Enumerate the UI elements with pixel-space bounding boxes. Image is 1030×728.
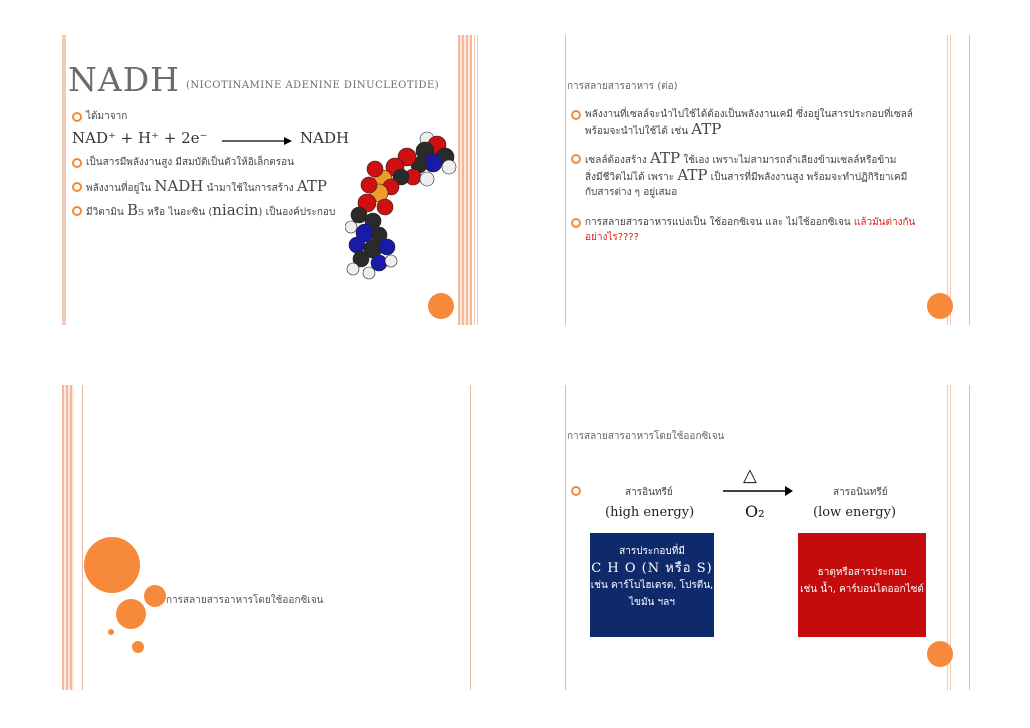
slide-aerobic-section	[62, 385, 482, 690]
bullet-icon	[571, 218, 581, 228]
bullet-aerobic-anaerobic: การสลายสารอาหารแบ่งเป็น ใช้ออกซิเจน และ ไม่ใช้ออกซิเจน แล้วมันต่างกัน อย่างไร????	[571, 215, 915, 245]
slide-left-line	[82, 385, 83, 690]
bullet-vitamin: มีวิตามิน B₅ หรือ ไนอะซิน (niacin) เป็นองค์ประกอบ	[72, 203, 335, 220]
slide-right-line	[969, 385, 970, 690]
bullet-icon	[72, 182, 82, 192]
decorative-circle-large	[84, 537, 140, 593]
slide-right-line	[969, 35, 970, 325]
section-title: การสลายสารอาหารโดยใช้ออกซิเจน	[166, 595, 324, 606]
bullet-icon	[571, 154, 581, 164]
arrow-right-icon	[723, 485, 793, 497]
slide-left-line	[565, 35, 566, 325]
decorative-circle-small	[144, 585, 166, 607]
arrow-right-icon	[222, 135, 292, 147]
inorganic-box: ธาตุหรือสารประกอบ เช่น น้ำ, คาร์บอนไดออกไซด์	[798, 533, 926, 637]
slide-nadh	[62, 35, 482, 325]
decorative-circle	[927, 641, 953, 667]
bullet-icon	[571, 110, 581, 120]
bullet-icon	[72, 206, 82, 216]
decorative-circle-dot	[108, 629, 114, 635]
triangle-heat-icon: △	[743, 465, 757, 486]
oxygen-label: O₂	[745, 502, 765, 521]
right-energy: (low energy)	[813, 505, 897, 520]
equation	[72, 129, 392, 151]
bullet-cell-atp: เซลล์ต้องสร้าง ATP ใช้เอง เพราะไม่สามารถลำเลียงข้ามเซลล์หรือข้าม สิ่งมีชีวิตไม่ได้ เพราะ ATP เป็นสารที่มีพลังงานสูง พร้อมจะทำปฏิกิริยาเคมี กับสารต่าง ๆ อยู่เสมอ	[571, 151, 907, 200]
slide-right-stripe	[947, 35, 953, 325]
equation-left: NAD⁺ + H⁺ + 2e⁻	[72, 129, 208, 147]
slide-right-line	[470, 385, 471, 690]
left-label: สารอินทรีย์	[625, 487, 673, 498]
equation-right: NADH	[300, 129, 350, 147]
slide-title: NADH	[68, 60, 180, 99]
slide-breakdown	[545, 35, 975, 325]
decorative-circle-tiny	[132, 641, 144, 653]
decorative-circle	[428, 293, 454, 319]
bullet-icon	[72, 158, 82, 168]
slide-aerobic-diagram	[545, 385, 975, 690]
slide-title: การสลายสารอาหาร (ต่อ)	[567, 81, 678, 92]
nadh-molecule-image	[345, 123, 465, 283]
bullet-energy-atp: พลังงานที่อยู่ใน NADH นำมาใช้ในการสร้าง ATP	[72, 179, 327, 196]
bullet-high-energy: เป็นสารมีพลังงานสูง มีสมบัติเป็นตัวให้อิเล็กตรอน	[72, 155, 294, 170]
organic-box: สารประกอบที่มี C H O (N หรือ S) เช่น คาร์โบไฮเดรต, โปรตีน, ไขมัน ฯลฯ	[590, 533, 714, 637]
slide-left-line	[565, 385, 566, 690]
slide-right-stripe-thin	[474, 35, 480, 325]
left-energy: (high energy)	[605, 505, 695, 520]
slide-title: การสลายสารอาหารโดยใช้ออกซิเจน	[567, 431, 725, 442]
decorative-circle-medium	[116, 599, 146, 629]
bullet-source: ได้มาจาก	[72, 109, 127, 124]
right-label: สารอนินทรีย์	[833, 487, 888, 498]
slide-left-stripe	[62, 35, 66, 325]
decorative-circle	[927, 293, 953, 319]
slide-subtitle: (NICOTINAMINE ADENINE DINUCLEOTIDE)	[186, 80, 440, 91]
bullet-icon	[72, 112, 82, 122]
slide-left-stripe	[62, 385, 74, 690]
bullet-chemical-energy: พลังงานที่เซลล์จะนำไปใช้ได้ต้องเป็นพลังงานเคมี ซึ่งอยู่ในสารประกอบที่เซลล์ พร้อมจะนำไปใช้ได้ เช่น ATP	[571, 107, 913, 139]
